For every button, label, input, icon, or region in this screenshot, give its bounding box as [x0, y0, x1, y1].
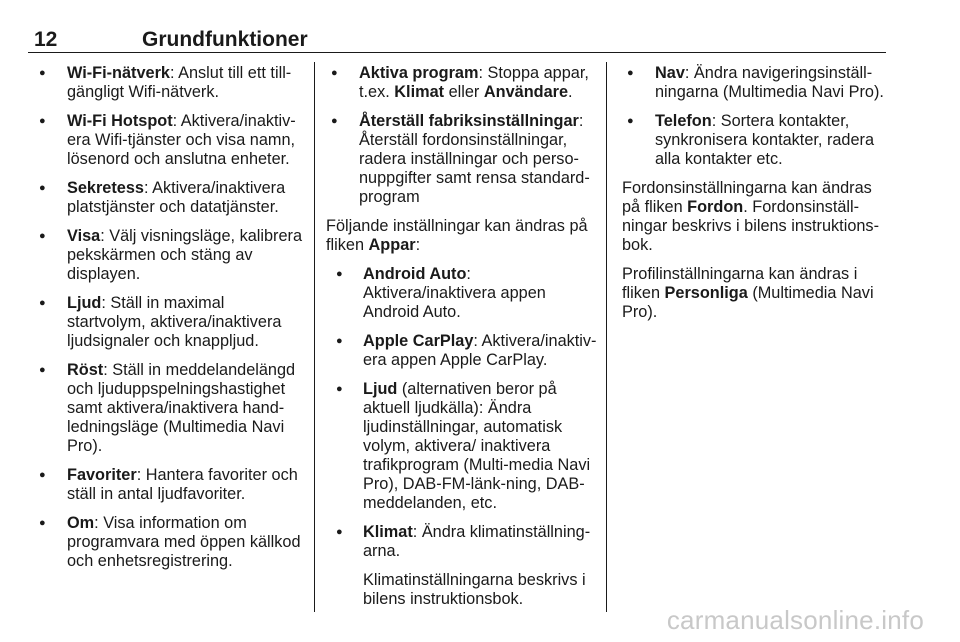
list-item: [622, 64, 884, 102]
column-1: [34, 64, 306, 581]
intro-text: :: [415, 236, 421, 254]
item-text: : Aktivera/inaktiv-era Wifi-tjänster och visa namn, lösenord och anslutna enheter.: [67, 112, 296, 168]
list-item: [34, 361, 306, 456]
item-term: Klimat: [394, 83, 445, 101]
column-divider-2: [606, 62, 607, 612]
settings-list-2: [326, 64, 600, 207]
intro-term: Appar: [368, 236, 416, 254]
list-item: [326, 112, 600, 207]
item-text: eller: [444, 83, 484, 101]
list-item: [326, 64, 600, 102]
item-text: : Hantera favoriter och ställ in antal ljudfavoriter.: [67, 466, 298, 503]
item-text: : Aktivera/inaktiv-era appen Apple CarPlay.: [363, 332, 597, 369]
item-text: : Aktivera/inaktivera appen Android Auto.: [363, 265, 546, 321]
item-text: : Ändra klimatinställning-arna.: [363, 523, 591, 560]
list-item: [34, 466, 306, 504]
item-term: Wi-Fi Hotspot: [67, 112, 173, 130]
paragraph-term: Fordon: [687, 198, 744, 216]
item-text: .: [568, 83, 573, 101]
item-text: : Ställ in meddelandelängd och ljuduppspelningshastighet samt aktivera/inaktivera hand-ledningsläge (Multimedia Navi Pro).: [67, 361, 296, 455]
item-term: Ljud: [67, 294, 102, 312]
column-divider-1: [314, 62, 315, 612]
list-item: [326, 523, 600, 561]
item-term: Android Auto: [363, 265, 467, 283]
list-item: [326, 332, 600, 370]
list-item: [34, 112, 306, 169]
watermark: carmanualsonline.info: [666, 605, 924, 635]
item-text: : Ändra navigeringsinställ-ningarna (Multimedia Navi Pro).: [655, 64, 884, 101]
item-term: Favoriter: [67, 466, 137, 484]
paragraph-text: . Fordonsinställ-ningar beskrivs i bilens instruktions-bok.: [622, 198, 879, 254]
list-item: [34, 179, 306, 217]
page-title: Grundfunktioner: [142, 28, 308, 51]
paragraph-text: Fordonsinställningarna kan ändras på fliken: [622, 179, 872, 216]
item-term: Nav: [655, 64, 685, 82]
paragraph-text: Profilinställningarna kan ändras i fliken: [622, 265, 858, 302]
page-number: 12: [34, 28, 58, 51]
item-term: Aktiva program: [359, 64, 479, 82]
list-item: [326, 265, 600, 322]
apps-list: [326, 265, 600, 561]
paragraph-term: Personliga: [664, 284, 748, 302]
profile-settings-paragraph: [622, 265, 884, 322]
paragraph-text: (Multimedia Navi Pro).: [622, 284, 874, 321]
item-text: : Återställ fordonsinställningar, radera inställningar och perso-nuppgifter samt rensa standard-program: [359, 112, 590, 206]
page-header: [28, 26, 886, 53]
item-text: : Visa information om programvara med öppen källkod och enhetsregistrering.: [67, 514, 301, 570]
settings-list-3: [622, 64, 884, 169]
column-2: [326, 64, 600, 619]
item-term: Återställ fabriksinställningar: [359, 112, 579, 130]
item-text: : Sortera kontakter, synkronisera kontakter, radera alla kontakter etc.: [655, 112, 875, 168]
climate-note: Klimatinställningarna beskrivs i bilens instruktionsbok.: [363, 571, 586, 608]
list-item: [34, 514, 306, 571]
item-text: : Aktivera/inaktivera platstjänster och datatjänster.: [67, 179, 286, 216]
list-item: [34, 227, 306, 284]
item-term: Sekretess: [67, 179, 144, 197]
item-term: Användare: [483, 83, 569, 101]
item-text: : Stoppa appar, t.ex.: [359, 64, 589, 101]
item-term: Visa: [67, 227, 101, 245]
item-term: Röst: [67, 361, 104, 379]
list-item: [34, 294, 306, 351]
item-text: (alternativen beror på aktuell ljudkälla): Ändra ljudinställningar, automatisk volym, aktivera/ inaktivera trafikprogram (Multi-media Navi Pro), DAB-FM-länk-ning, DAB-meddelanden, etc.: [363, 380, 591, 512]
intro-text: Följande inställningar kan ändras på fliken: [326, 217, 588, 254]
settings-list-1: [34, 64, 306, 571]
item-text: : Välj visningsläge, kalibrera pekskärmen och stäng av displayen.: [67, 227, 303, 283]
list-item: [622, 112, 884, 169]
apps-intro: [326, 217, 600, 255]
vehicle-settings-paragraph: [622, 179, 884, 255]
item-term: Wi-Fi-nätverk: [67, 64, 170, 82]
item-term: Telefon: [655, 112, 712, 130]
item-text: : Ställ in maximal startvolym, aktivera/inaktivera ljudsignaler och knappljud.: [67, 294, 282, 350]
item-text: : Anslut till ett till-gängligt Wifi-nätverk.: [67, 64, 292, 101]
list-item: [34, 64, 306, 102]
column-3: [622, 64, 884, 332]
item-term: Om: [67, 514, 95, 532]
item-term: Ljud: [363, 380, 398, 398]
item-term: Klimat: [363, 523, 413, 541]
list-item: [326, 380, 600, 513]
item-term: Apple CarPlay: [363, 332, 474, 350]
